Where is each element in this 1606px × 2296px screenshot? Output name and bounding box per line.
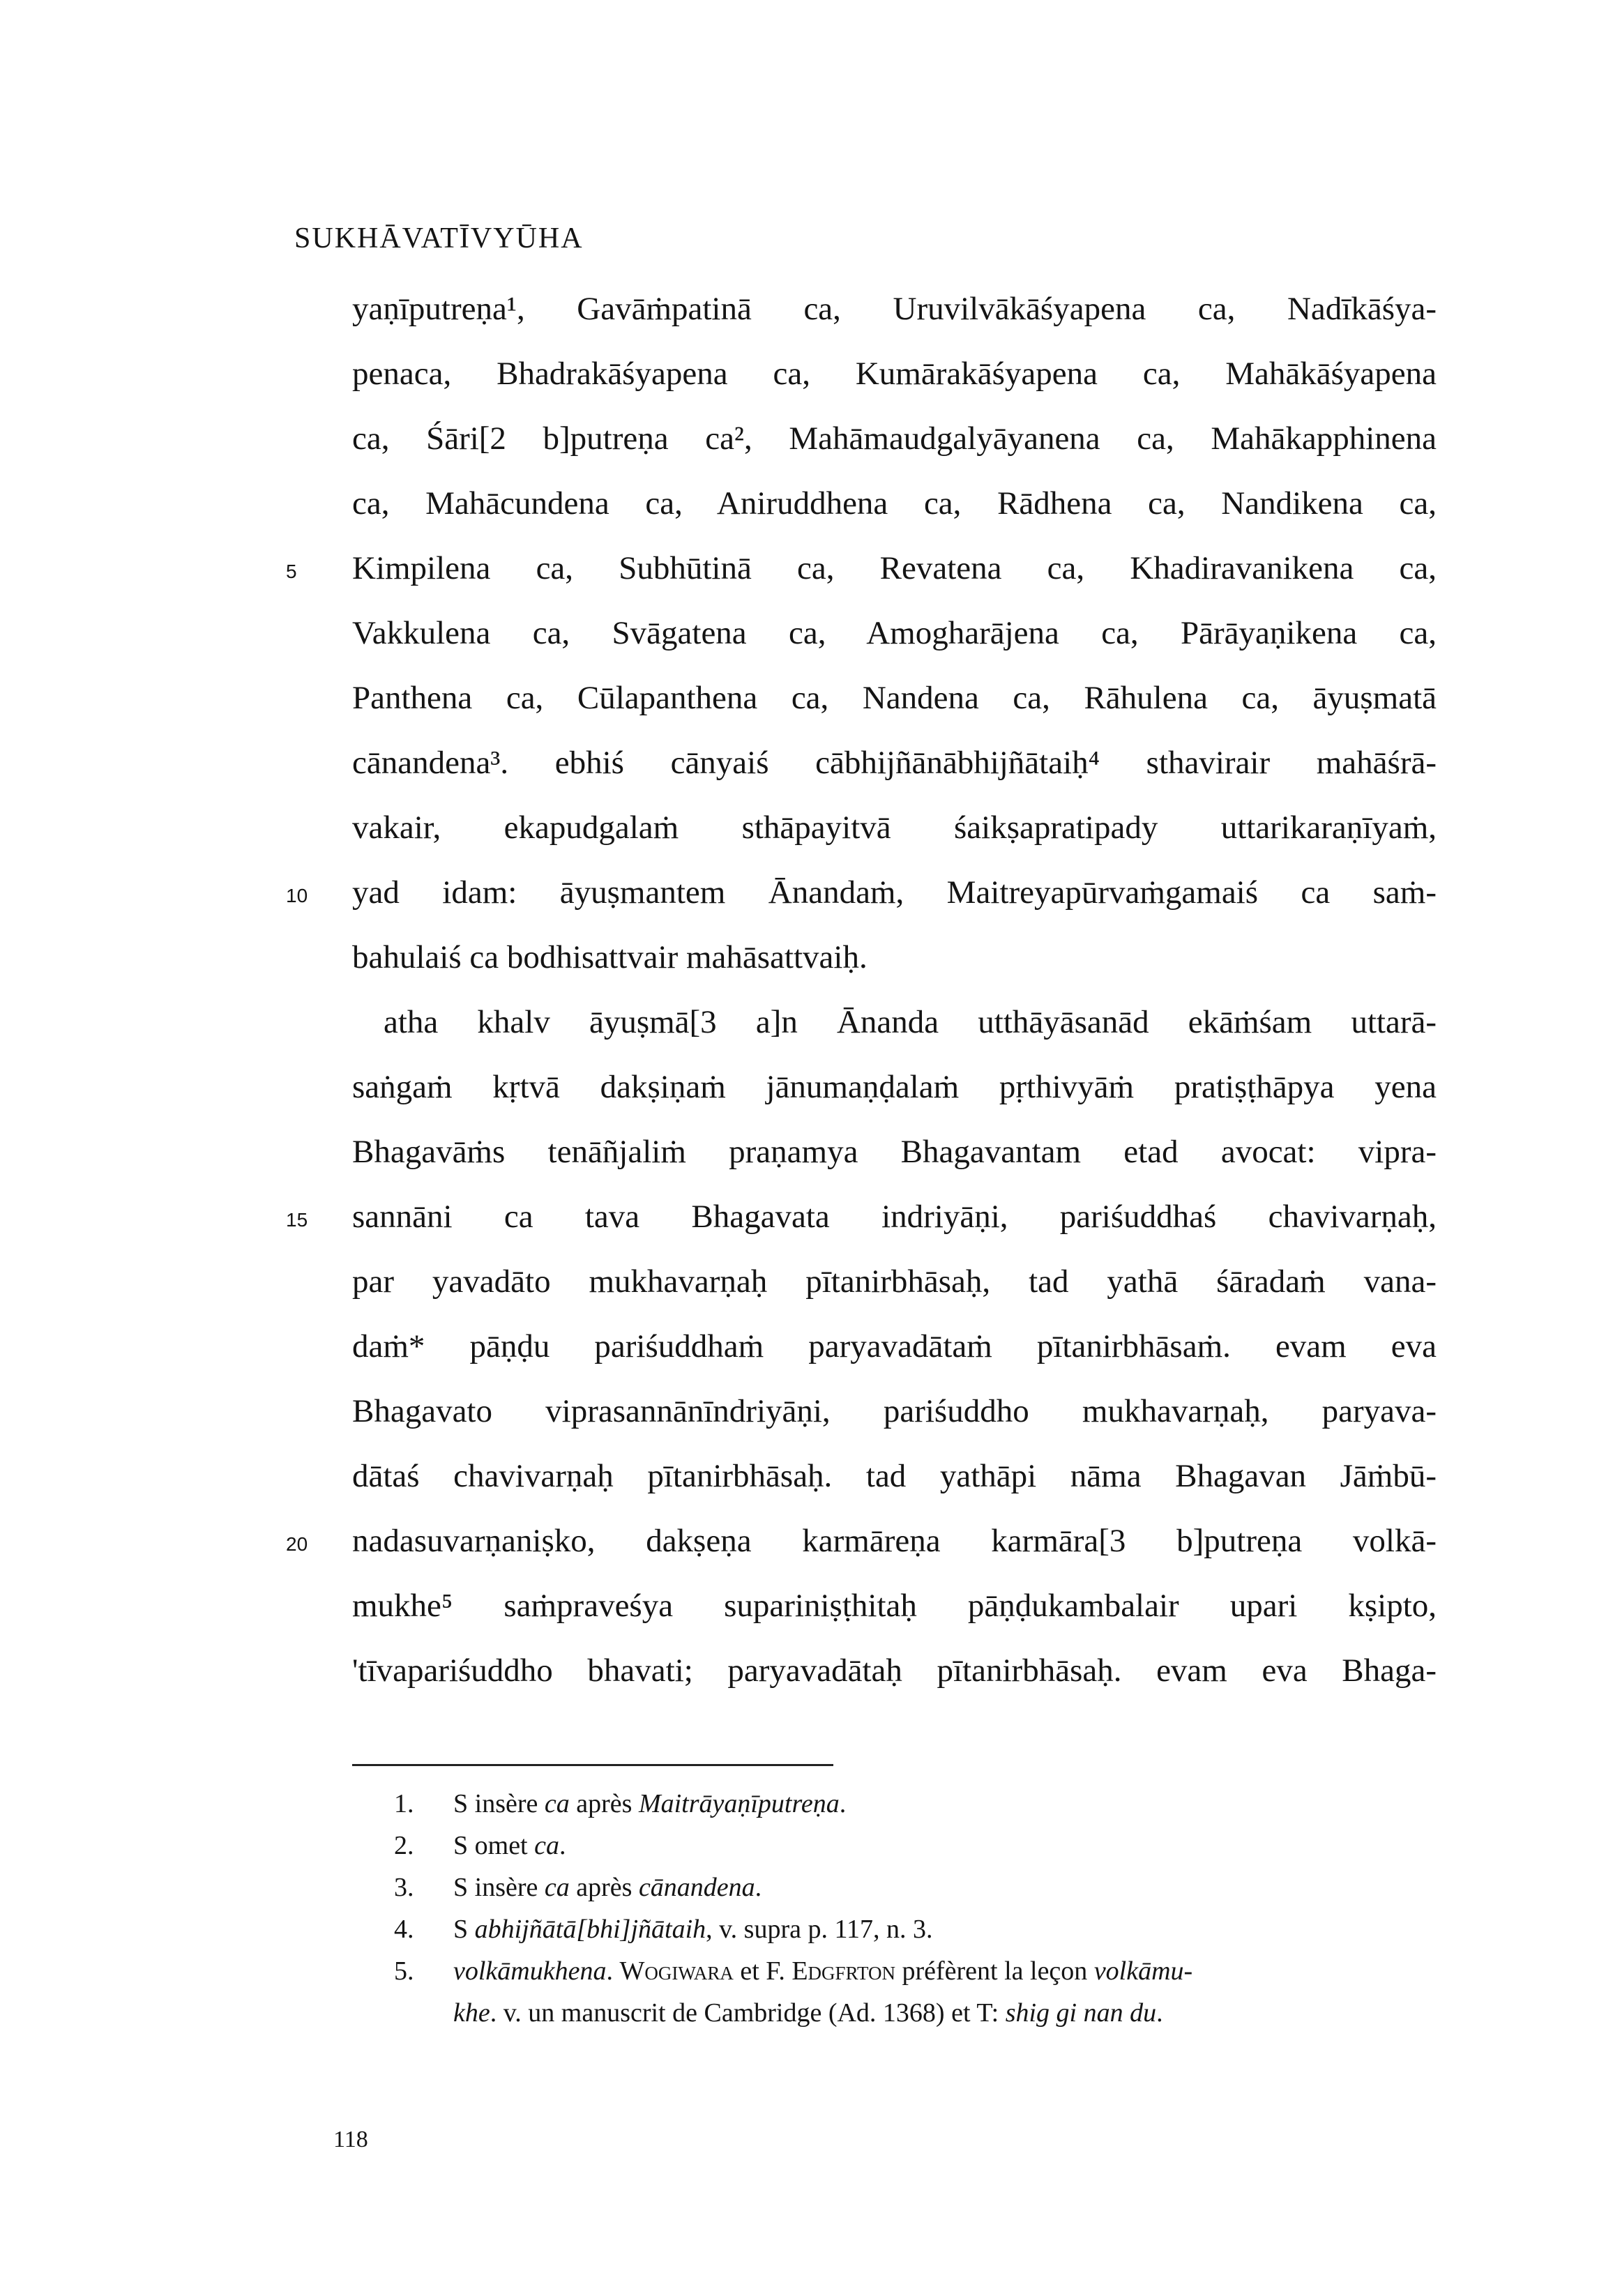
body-line: Bhagavato viprasannānīndriyāṇi, pariśuddho mukhavarṇaḥ, paryava- [352, 1393, 1437, 1429]
line-number: 5 [286, 561, 297, 582]
body-line: dātaś chavivarṇaḥ pītanirbhāsaḥ. tad yathāpi nāma Bhagavan Jāṁbū- [352, 1458, 1437, 1494]
line-number: 10 [286, 885, 308, 906]
footnote-text: . [559, 1831, 566, 1860]
page-number: 118 [333, 2127, 368, 2152]
footnote-5-continuation [453, 1998, 1163, 2028]
footnote-number: 5. [394, 1956, 414, 1986]
footnote-italic: ca [544, 1789, 570, 1818]
footnote-3 [453, 1872, 762, 1903]
body-line: nadasuvarṇaniṣko, dakṣeṇa karmāreṇa karmāra[3 b]putreṇa volkā- [352, 1523, 1437, 1559]
footnote-text: après [569, 1873, 639, 1902]
footnote-italic: ca [534, 1831, 559, 1860]
footnote-italic: ca [544, 1873, 570, 1902]
body-line: Panthena ca, Cūlapanthena ca, Nandena ca, Rāhulena ca, āyuṣmatā [352, 680, 1437, 716]
footnote-text: . [839, 1789, 847, 1818]
footnote-text: . [755, 1873, 762, 1902]
footnote-italic: cānandena [638, 1873, 755, 1902]
body-line: ca, Mahācundena ca, Aniruddhena ca, Rādhena ca, Nandikena ca, [352, 485, 1437, 522]
footnote-italic: Maitrāyaṇīputreṇa [638, 1789, 840, 1818]
footnote-text: S omet [453, 1831, 535, 1860]
body-line: sannāni ca tava Bhagavata indriyāṇi, pariśuddhaś chavivarṇaḥ, [352, 1199, 1437, 1235]
body-line: yaṇīputreṇa¹, Gavāṁpatinā ca, Uruvilvākāśyapena ca, Nadīkāśya- [352, 291, 1437, 327]
footnote-4 [453, 1914, 933, 1945]
body-line: daṁ* pāṇḍu pariśuddhaṁ paryavadātaṁ pītanirbhāsaṁ. evam eva [352, 1328, 1437, 1364]
footnote-text: . v. un manuscrit de Cambridge (Ad. 1368) et T: [490, 1998, 1006, 2028]
footnote-number: 1. [394, 1789, 414, 1818]
line-number: 15 [286, 1209, 308, 1231]
body-line: vakair, ekapudgalaṁ sthāpayitvā śaikṣapratipady uttarikaraṇīyaṁ, [352, 809, 1437, 846]
body-line: Kimpilena ca, Subhūtinā ca, Revatena ca, Khadiravanikena ca, [352, 550, 1437, 586]
footnote-number: 3. [394, 1873, 414, 1902]
footnote-rule [352, 1764, 833, 1766]
footnote-text: . [1156, 1998, 1163, 2028]
body-line: cānandena³. ebhiś cānyaiś cābhijñānābhijñātaiḥ⁴ sthavirair mahāśrā- [352, 745, 1437, 781]
body-line-paragraph-start: atha khalv āyuṣmā[3 a]n Ānanda utthāyāsanād ekāṁśam uttarā- [384, 1004, 1437, 1040]
footnote-author: Wogiwara [619, 1956, 734, 1986]
running-head: SUKHĀVATĪVYŪHA [294, 222, 584, 254]
body-line: penaca, Bhadrakāśyapena ca, Kumārakāśyapena ca, Mahākāśyapena [352, 356, 1437, 392]
footnote-2 [453, 1830, 566, 1861]
body-line: 'tīvapariśuddho bhavati; paryavadātaḥ pītanirbhāsaḥ. evam eva Bhaga- [352, 1652, 1437, 1689]
footnote-text: , v. supra p. 117, n. 3. [706, 1915, 933, 1944]
body-line: mukhe⁵ saṁpraveśya supariniṣṭhitaḥ pāṇḍukambalair upari kṣipto, [352, 1588, 1437, 1624]
footnote-text: S insère [453, 1873, 545, 1902]
footnote-number: 2. [394, 1831, 414, 1860]
body-line: Vakkulena ca, Svāgatena ca, Amogharājena ca, Pārāyaṇikena ca, [352, 615, 1437, 651]
footnote-1 [453, 1788, 846, 1819]
footnote-italic: volkāmu- [1093, 1956, 1193, 1986]
body-line: par yavadāto mukhavarṇaḥ pītanirbhāsaḥ, tad yathā śāradaṁ vana- [352, 1263, 1437, 1300]
body-line: yad idam: āyuṣmantem Ānandaṁ, Maitreyapūrvaṁgamaiś ca saṁ- [352, 874, 1437, 911]
footnote-text: préfèrent la leçon [895, 1956, 1094, 1986]
footnote-author: Edgfrton [791, 1956, 895, 1986]
body-line: Bhagavāṁs tenāñjaliṁ praṇamya Bhagavantam etad avocat: vipra- [352, 1134, 1437, 1170]
line-number: 20 [286, 1533, 308, 1555]
footnote-italic: khe [453, 1998, 490, 2028]
footnote-text: S [453, 1915, 475, 1944]
body-line: ca, Śāri[2 b]putreṇa ca², Mahāmaudgalyāyanena ca, Mahākapphinena [352, 420, 1437, 457]
footnote-italic: volkāmukhena [453, 1956, 607, 1986]
footnote-italic: shig gi nan du [1005, 1998, 1157, 2028]
footnote-text: . [606, 1956, 620, 1986]
footnote-text: S insère [453, 1789, 545, 1818]
footnote-number: 4. [394, 1915, 414, 1944]
footnote-5 [453, 1956, 1192, 1986]
body-line: bahulaiś ca bodhisattvair mahāsattvaiḥ. [352, 939, 868, 975]
footnote-text: après [569, 1789, 639, 1818]
footnote-italic: abhijñātā[bhi]jñātaih [474, 1915, 706, 1944]
footnote-text: et F. [733, 1956, 792, 1986]
body-line: saṅgaṁ kṛtvā dakṣiṇaṁ jānumaṇḍalaṁ pṛthivyāṁ pratiṣṭhāpya yena [352, 1069, 1437, 1105]
